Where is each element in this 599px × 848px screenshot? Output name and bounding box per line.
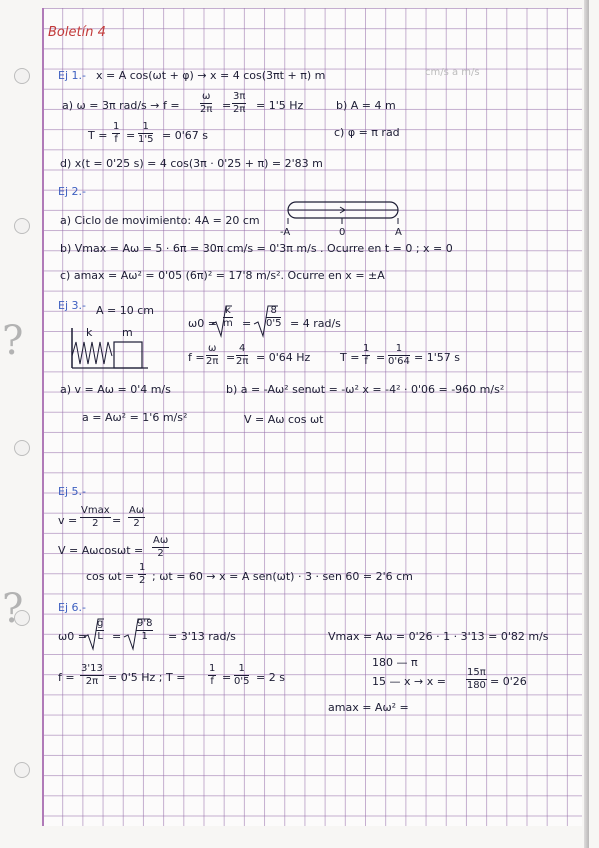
mass-label: m (122, 326, 133, 339)
ej6-w0-result: = 3'13 rad/s (168, 630, 236, 643)
ej6-rule-line2: 15 — x → x = (372, 675, 446, 688)
punch-hole (14, 440, 30, 456)
numerator: Aω (129, 505, 145, 516)
numerator: 1 (234, 664, 249, 676)
numerator: 1 (139, 562, 146, 573)
axis-label-minus-a: -A (280, 227, 291, 238)
ej6-T-frac2 (234, 664, 249, 687)
numerator: 1 (138, 122, 153, 134)
denominator: 180 (466, 680, 486, 691)
numerator: k (224, 305, 231, 316)
ej5-line2: V = Aωcosωt = (58, 544, 144, 557)
equals: = (226, 351, 236, 364)
ej3-f: f = (188, 351, 205, 364)
denominator: 2 (139, 575, 146, 586)
ej6-rule-frac (466, 668, 487, 691)
ej6-f: f = (58, 671, 75, 684)
ej6-rule-line1: 180 — π (372, 656, 418, 669)
equals: = (112, 630, 122, 643)
numerator: g (97, 618, 104, 629)
equals: = (376, 351, 386, 364)
denominator: 2 (133, 518, 140, 529)
ej2-heading: Ej 2.- (58, 185, 86, 198)
ej3-T-frac2 (388, 344, 410, 367)
ej3-T-frac (362, 344, 370, 367)
ej1-c: c) φ = π rad (334, 126, 400, 139)
numerator: 4 (236, 344, 248, 356)
ej6-amax: amax = Aω² = (328, 701, 409, 714)
denominator: f (114, 134, 118, 145)
ej1-a-frac2 (232, 92, 246, 115)
ej1-T-frac (112, 122, 120, 145)
numerator: 3'13 (81, 663, 103, 674)
ej1-a-result: = 1'5 Hz (256, 99, 304, 112)
ej3-T: T = (340, 351, 360, 364)
ej2-b: b) Vmax = Aω = 5 · 6π = 30π cm/s = 0'3π m/s . Ocurre en t = 0 ; x = 0 (60, 242, 453, 255)
denominator: L (97, 631, 103, 642)
spring-mass-diagram (68, 328, 150, 374)
ej5-v-frac2 (128, 506, 145, 529)
numerator: 1 (363, 343, 370, 354)
ej2-a: a) Ciclo de movimiento: 4A = 20 cm (60, 214, 260, 227)
ej5-line3-result: ; ωt = 60 → x = A sen(ωt) · 3 · sen 60 = 2'6 cm (152, 570, 413, 583)
denominator: 0'5 (266, 318, 282, 329)
ej1-equation: x = A cos(ωt + φ) → x = 4 cos(3πt + π) m (96, 69, 326, 82)
ej1-d: d) x(t = 0'25 s) = 4 cos(3π · 0'25 + π) = 2'83 m (60, 157, 323, 170)
ej6-T-frac (208, 664, 216, 687)
ej3-f-result: = 0'64 Hz (256, 351, 311, 364)
numerator: Vmax (81, 505, 110, 516)
ej3-f-frac2 (236, 344, 248, 367)
denominator: f (364, 356, 368, 367)
numerator: 8 (266, 306, 281, 318)
ej1-T-frac2 (138, 122, 153, 145)
ej6-vmax: Vmax = Aω = 0'26 · 1 · 3'13 = 0'82 m/s (328, 630, 549, 643)
ej1-b: b) A = 4 m (336, 99, 396, 112)
ej5-v-frac (80, 506, 111, 529)
ej3-w0-frac (223, 306, 233, 329)
ej3-f-frac (206, 344, 218, 367)
ej6-rule-result: = 0'26 (490, 675, 527, 688)
axis-label-zero: 0 (339, 227, 346, 238)
ej1-a-frac (200, 92, 212, 115)
ej6-w0: ω0 = (58, 630, 87, 643)
equals: = (126, 129, 136, 142)
ej6-heading: Ej 6.- (58, 601, 86, 614)
punch-hole (14, 68, 30, 84)
ej5-line3: cos ωt = (86, 570, 135, 583)
numerator: ω (200, 92, 212, 104)
ej3-accel: a = Aω² = 1'6 m/s² (82, 411, 188, 424)
denominator: 2 (157, 548, 164, 559)
equals: = (222, 99, 232, 112)
denominator: 2π (206, 356, 219, 367)
numerator: 3π (233, 91, 246, 102)
denominator: 2π (200, 104, 213, 115)
ej1-heading: Ej 1.- (58, 69, 86, 82)
ej3-w0-result: = 4 rad/s (290, 317, 341, 330)
ej6-f-frac (80, 664, 104, 687)
denominator: 0'64 (388, 356, 410, 367)
ej6-T-result: = 2 s (256, 671, 285, 684)
page-title: Boletín 4 (48, 25, 106, 40)
axis-label-a: A (395, 227, 402, 238)
ej5-heading: Ej 5.- (58, 485, 86, 498)
question-mark: ? (2, 586, 24, 632)
ej3-w0-frac2 (266, 306, 281, 329)
ej3-a: a) v = Aω = 0'4 m/s (60, 383, 171, 396)
numerator: 9'8 (137, 618, 153, 629)
denominator: f (210, 676, 214, 687)
spring-label: k (86, 326, 93, 339)
denominator: m (223, 318, 233, 329)
numerator: 1 (388, 344, 410, 356)
numerator: Aω (153, 535, 169, 546)
ej6-w0-frac (96, 619, 104, 642)
ej3-T-result: = 1'57 s (414, 351, 460, 364)
question-mark: ? (2, 318, 24, 364)
numerator: 1 (113, 121, 120, 132)
ej3-velocity: V = Aω cos ωt (244, 413, 324, 426)
denominator: 2 (92, 518, 99, 529)
ej5-line3-frac (138, 563, 146, 586)
equals: = (242, 317, 252, 330)
ej6-f-result: = 0'5 Hz ; T = (108, 671, 186, 684)
ej1-T-result: = 0'67 s (162, 129, 208, 142)
denominator: 2π (233, 104, 246, 115)
denominator: 0'5 (234, 676, 250, 687)
equals: = (222, 671, 232, 684)
margin-line (42, 8, 44, 826)
denominator: 2π (85, 676, 99, 687)
punch-hole (14, 762, 30, 778)
numerator: ω (206, 344, 218, 356)
denominator: 2π (236, 356, 249, 367)
punch-hole (14, 218, 30, 234)
equals: = (112, 514, 122, 527)
ej5-line2-frac (152, 536, 169, 559)
numerator: 1 (209, 663, 216, 674)
ej1-T: T = (88, 129, 108, 142)
ej3-amplitude: A = 10 cm (96, 304, 154, 317)
denominator: 1'5 (138, 134, 154, 145)
ej3-b: b) a = -Aω² senωt = -ω² x = -4² · 0'06 = -960 m/s² (226, 383, 505, 396)
page-edge (584, 0, 589, 848)
numerator: 15π (467, 667, 486, 678)
ej3-w0: ω0 = (188, 317, 217, 330)
ej1-a: a) ω = 3π rad/s → f = (62, 99, 180, 112)
ej3-heading: Ej 3.- (58, 299, 86, 312)
ej5-v: v = (58, 514, 78, 527)
denominator: 1 (141, 631, 148, 642)
ej6-w0-frac2 (136, 619, 153, 642)
ej2-c: c) amax = Aω² = 0'05 (6π)² = 17'8 m/s². Ocurre en x = ±A (60, 269, 385, 282)
faint-note: cm/s a m/s (425, 67, 480, 78)
